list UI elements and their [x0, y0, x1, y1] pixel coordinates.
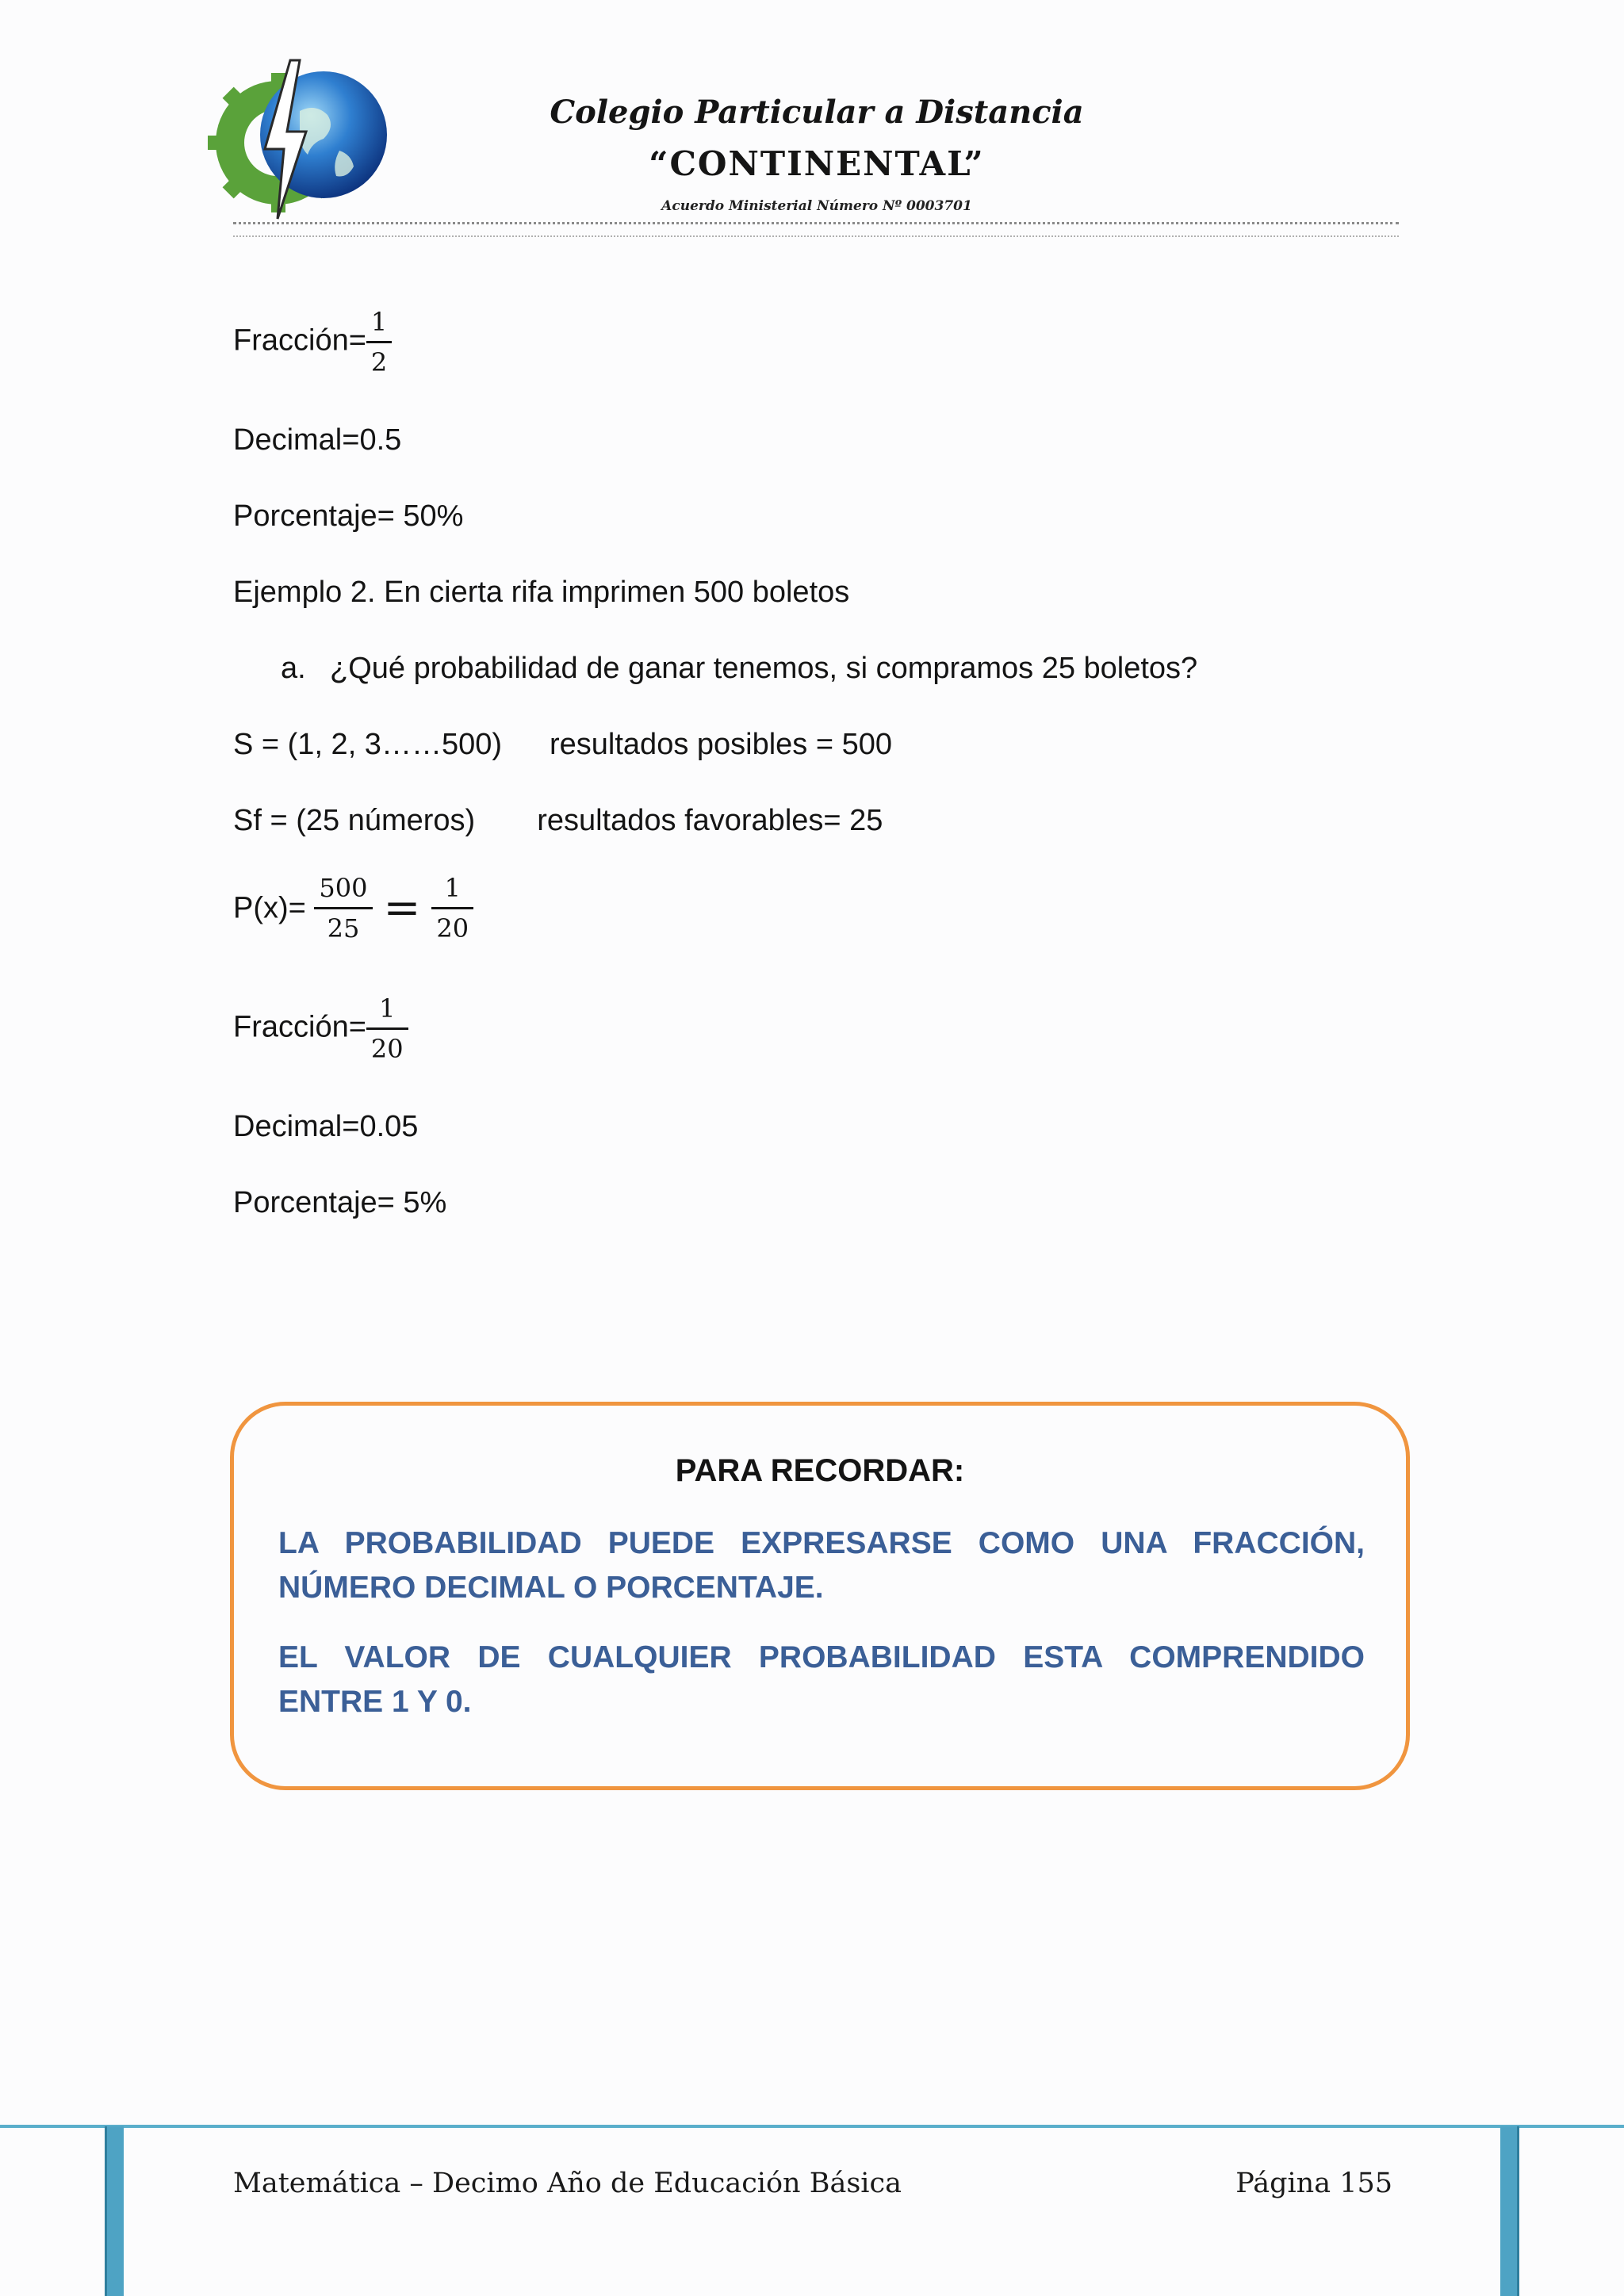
- decimal-line-2: Decimal=0.05: [233, 1110, 419, 1143]
- fraction-denominator: 25: [327, 913, 360, 943]
- example-2-heading: Ejemplo 2. En cierta rifa imprimen 500 boletos: [233, 576, 850, 609]
- percentage-line-1: Porcentaje= 50%: [233, 499, 464, 533]
- decimal-line-1: Decimal=0.5: [233, 423, 402, 457]
- page-number: Página 155: [1235, 2168, 1392, 2199]
- fraction-value: [366, 309, 392, 375]
- footer-right-bar: [1500, 2126, 1519, 2296]
- footer-divider: [0, 2125, 1624, 2128]
- probability-line: [233, 875, 473, 941]
- question-a: [281, 650, 1197, 687]
- reminder-text-1: LA PROBABILIDAD PUEDE EXPRESARSE COMO UNA FRACCIÓN, NÚMERO DECIMAL O PORCENTAJE.: [278, 1526, 1365, 1605]
- school-name: “CONTINENTAL”: [649, 144, 985, 183]
- fraction-line-2: [233, 993, 408, 1064]
- sample-space-line: [233, 726, 892, 763]
- probability-fraction-1: [314, 875, 372, 941]
- school-logo: [205, 55, 395, 222]
- probability-label: P(x)=: [233, 891, 306, 925]
- footer-left-bar: [105, 2126, 124, 2296]
- fraction-denominator: 2: [370, 347, 388, 377]
- percentage-line-2: Porcentaje= 5%: [233, 1186, 447, 1219]
- favorable-space-result: resultados favorables= 25: [537, 804, 883, 837]
- header-divider: [233, 222, 1399, 237]
- ministerial-agreement: Acuerdo Ministerial Número Nº 0003701: [661, 198, 972, 214]
- fraction-numerator: 1: [431, 875, 473, 909]
- reminder-box: [230, 1402, 1410, 1790]
- equals-sign: =: [383, 882, 421, 934]
- favorable-space-set: Sf = (25 números): [233, 804, 476, 837]
- fraction-value: [366, 993, 408, 1064]
- probability-fraction-2: [431, 875, 473, 941]
- fraction-label: Fracción=: [233, 323, 366, 358]
- reminder-text-2: EL VALOR DE CUALQUIER PROBABILIDAD ESTA COMPRENDIDO ENTRE 1 Y 0.: [278, 1640, 1365, 1719]
- reminder-title: PARA RECORDAR:: [675, 1453, 965, 1488]
- fraction-label: Fracción=: [233, 1010, 366, 1044]
- sample-space-set: S = (1, 2, 3……500): [233, 728, 502, 761]
- sample-space-result: resultados posibles = 500: [550, 728, 893, 761]
- list-marker: a.: [281, 652, 306, 685]
- fraction-numerator: 500: [314, 875, 372, 909]
- fraction-line-1: [233, 309, 392, 375]
- favorable-space-line: [233, 802, 883, 839]
- fraction-numerator: 1: [366, 996, 408, 1030]
- question-text: ¿Qué probabilidad de ganar tenemos, si compramos 25 boletos?: [330, 652, 1198, 685]
- footer-subject: Matemática – Decimo Año de Educación Básica: [233, 2168, 902, 2199]
- fraction-numerator: 1: [366, 309, 392, 343]
- school-title: Colegio Particular a Distancia: [550, 94, 1084, 131]
- fraction-denominator: 20: [436, 913, 469, 943]
- fraction-denominator: 20: [370, 1034, 404, 1064]
